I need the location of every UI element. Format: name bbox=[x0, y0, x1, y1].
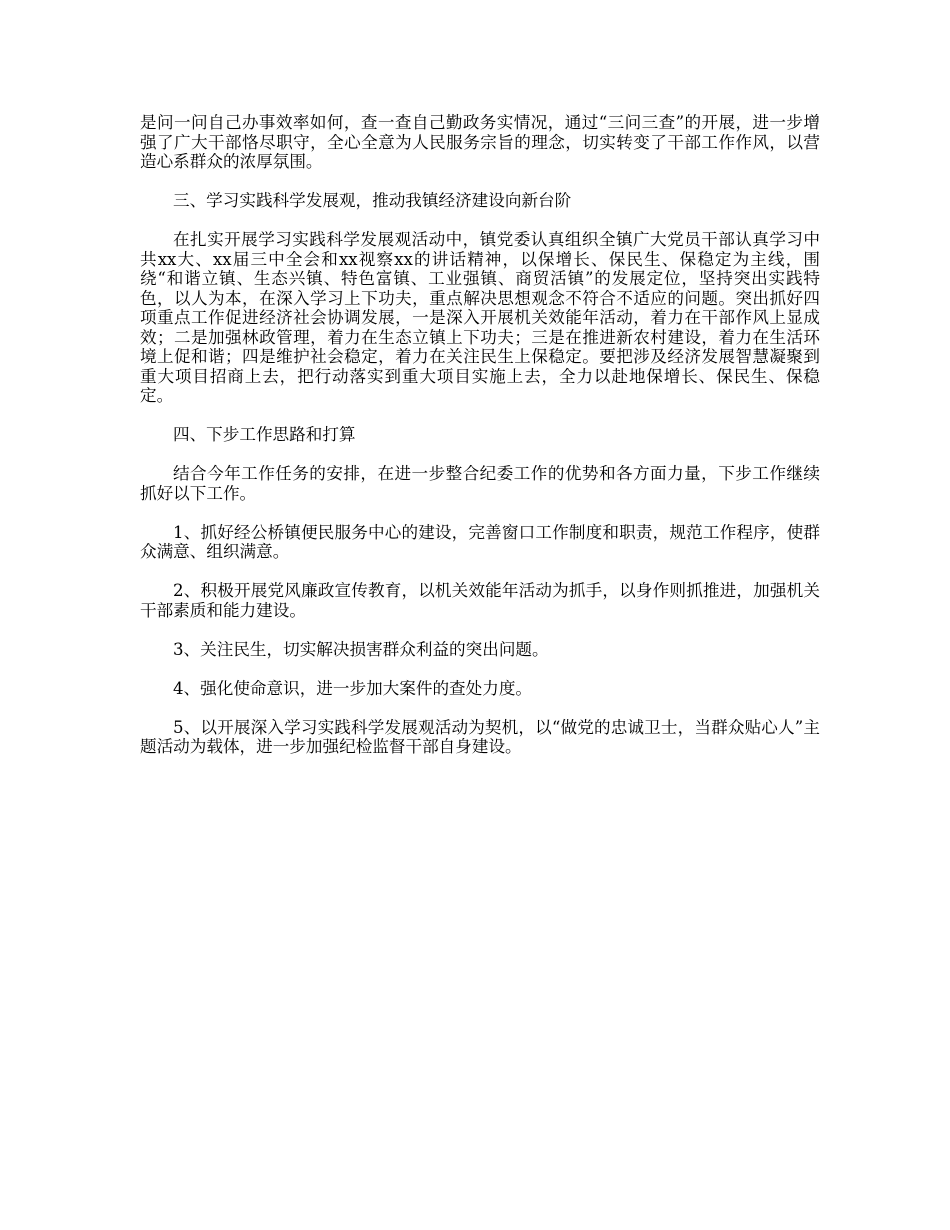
paragraph-section-3-body: 在扎实开展学习实践科学发展观活动中，镇党委认真组织全镇广大党员干部认真学习中共xx大、xx届三中全会和xx视察xx的讲话精神，以保增长、保民生、保稳定为主线，围绕“和谐立镇、生态兴镇、特色富镇、工业强镇、商贸活镇”的发展定位，坚持突出实践特色，以人为本，在深入学习上下功夫，重点解决思想观念不符合不适应的问题。突出抓好四项重点工作促进经济社会协调发展，一是深入开展机关效能年活动，着力在干部作风上显成效；二是加强林政管理，着力在生态立镇上下功夫；三是在推进新农村建设，着力在生活环境上促和谐；四是维护社会稳定，着力在关注民生上保稳定。要把涉及经济发展智慧凝聚到重大项目招商上去，把行动落实到重大项目实施上去，全力以赴地保增长、保民生、保稳定。 bbox=[140, 230, 820, 405]
section-heading-3: 三、学习实践科学发展观，推动我镇经济建设向新台阶 bbox=[173, 191, 572, 210]
list-item-2: 2、积极开展党风廉政宣传教育，以机关效能年活动为抓手，以身作则抓推进，加强机关干部素质和能力建设。 bbox=[140, 581, 820, 620]
section-heading-4: 四、下步工作思路和打算 bbox=[173, 425, 356, 444]
list-item-1: 1、抓好经公桥镇便民服务中心的建设，完善窗口工作制度和职责，规范工作程序，使群众满意、组织满意。 bbox=[140, 522, 820, 561]
paragraph-section-4-intro: 结合今年工作任务的安排，在进一步整合纪委工作的优势和各方面力量，下步工作继续抓好以下工作。 bbox=[140, 464, 820, 503]
list-item-3: 3、关注民生，切实解决损害群众利益的突出问题。 bbox=[173, 639, 549, 659]
list-item-5: 5、以开展深入学习实践科学发展观活动为契机，以“做党的忠诚卫士，当群众贴心人”主题活动为载体，进一步加强纪检监督干部自身建设。 bbox=[140, 717, 820, 756]
list-item-4: 4、强化使命意识，进一步加大案件的查处力度。 bbox=[173, 678, 533, 698]
document-body bbox=[140, 113, 820, 776]
paragraph-continuation: 是问一问自己办事效率如何，查一查自己勤政务实情况，通过“三问三查”的开展，进一步增强了广大干部恪尽职守，全心全意为人民服务宗旨的理念，切实转变了干部工作作风，以营造心系群众的浓厚氛围。 bbox=[140, 113, 820, 171]
